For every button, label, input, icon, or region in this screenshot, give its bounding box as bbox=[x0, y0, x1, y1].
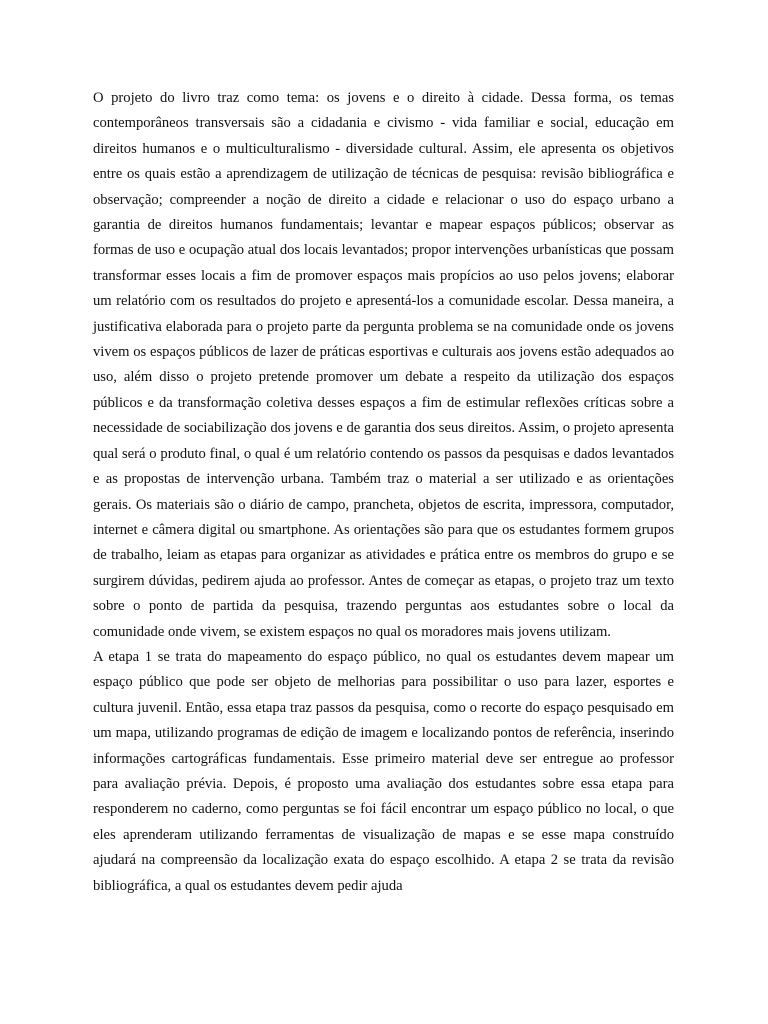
paragraph-stage-one: A etapa 1 se trata do mapeamento do espaço público, no qual os estudantes devem mapear um espaço público que pode ser objeto de melhorias para possibilitar o uso para lazer, esportes e cultura juvenil. Então, essa etapa traz passos da pesquisa, como o recorte do espaço pesquisado em um mapa, utilizando programas de edição de imagem e localizando pontos de referência, inserindo informações cartográficas fundamentais. Esse primeiro material deve ser entregue ao professor para avaliação prévia. Depois, é proposto uma avaliação dos estudantes sobre essa etapa para responderem no caderno, como perguntas se foi fácil encontrar um espaço público no local, o que eles aprenderam utilizando ferramentas de visualização de mapas e se esse mapa construído ajudará na compreensão da localização exata do espaço escolhido. A etapa 2 se trata da revisão bibliográfica, a qual os estudantes devem pedir ajuda bbox=[93, 648, 674, 894]
document-page bbox=[93, 86, 674, 899]
paragraph-project-overview: O projeto do livro traz como tema: os jovens e o direito à cidade. Dessa forma, os temas contemporâneos transversais são a cidadania e civismo - vida familiar e social, educação em direitos humanos e o multiculturalismo - diversidade cultural. Assim, ele apresenta os objetivos entre os quais estão a aprendizagem de utilização de técnicas de pesquisa: revisão bibliográfica e observação; compreender a noção de direito a cidade e relacionar o uso do espaço urbano a garantia de direitos humanos fundamentais; levantar e mapear espaços públicos; observar as formas de uso e ocupação atual dos locais levantados; propor intervenções urbanísticas que possam transformar esses locais a fim de promover espaços mais propícios ao uso pelos jovens; elaborar um relatório com os resultados do projeto e apresentá-los a comunidade escolar. Dessa maneira, a justificativa elaborada para o projeto parte da pergunta problema se na comunidade onde os jovens vivem os espaços públicos de lazer de práticas esportivas e culturais aos jovens estão adequados ao uso, além disso o projeto pretende promover um debate a respeito da utilização dos espaços públicos e da transformação coletiva desses espaços a fim de estimular reflexões críticas sobre a necessidade de sociabilização dos jovens e de garantia dos seus direitos. Assim, o projeto apresenta qual será o produto final, o qual é um relatório contendo os passos da pesquisas e dados levantados e as propostas de intervenção urbana. Também traz o material a ser utilizado e as orientações gerais. Os materiais são o diário de campo, prancheta, objetos de escrita, impressora, computador, internet e câmera digital ou smartphone. As orientações são para que os estudantes formem grupos de trabalho, leiam as etapas para organizar as atividades e prática entre os membros do grupo e se surgirem dúvidas, pedirem ajuda ao professor. Antes de começar as etapas, o projeto traz um texto sobre o ponto de partida da pesquisa, trazendo perguntas aos estudantes sobre o local da comunidade onde vivem, se existem espaços no qual os moradores mais jovens utilizam. bbox=[93, 90, 674, 640]
